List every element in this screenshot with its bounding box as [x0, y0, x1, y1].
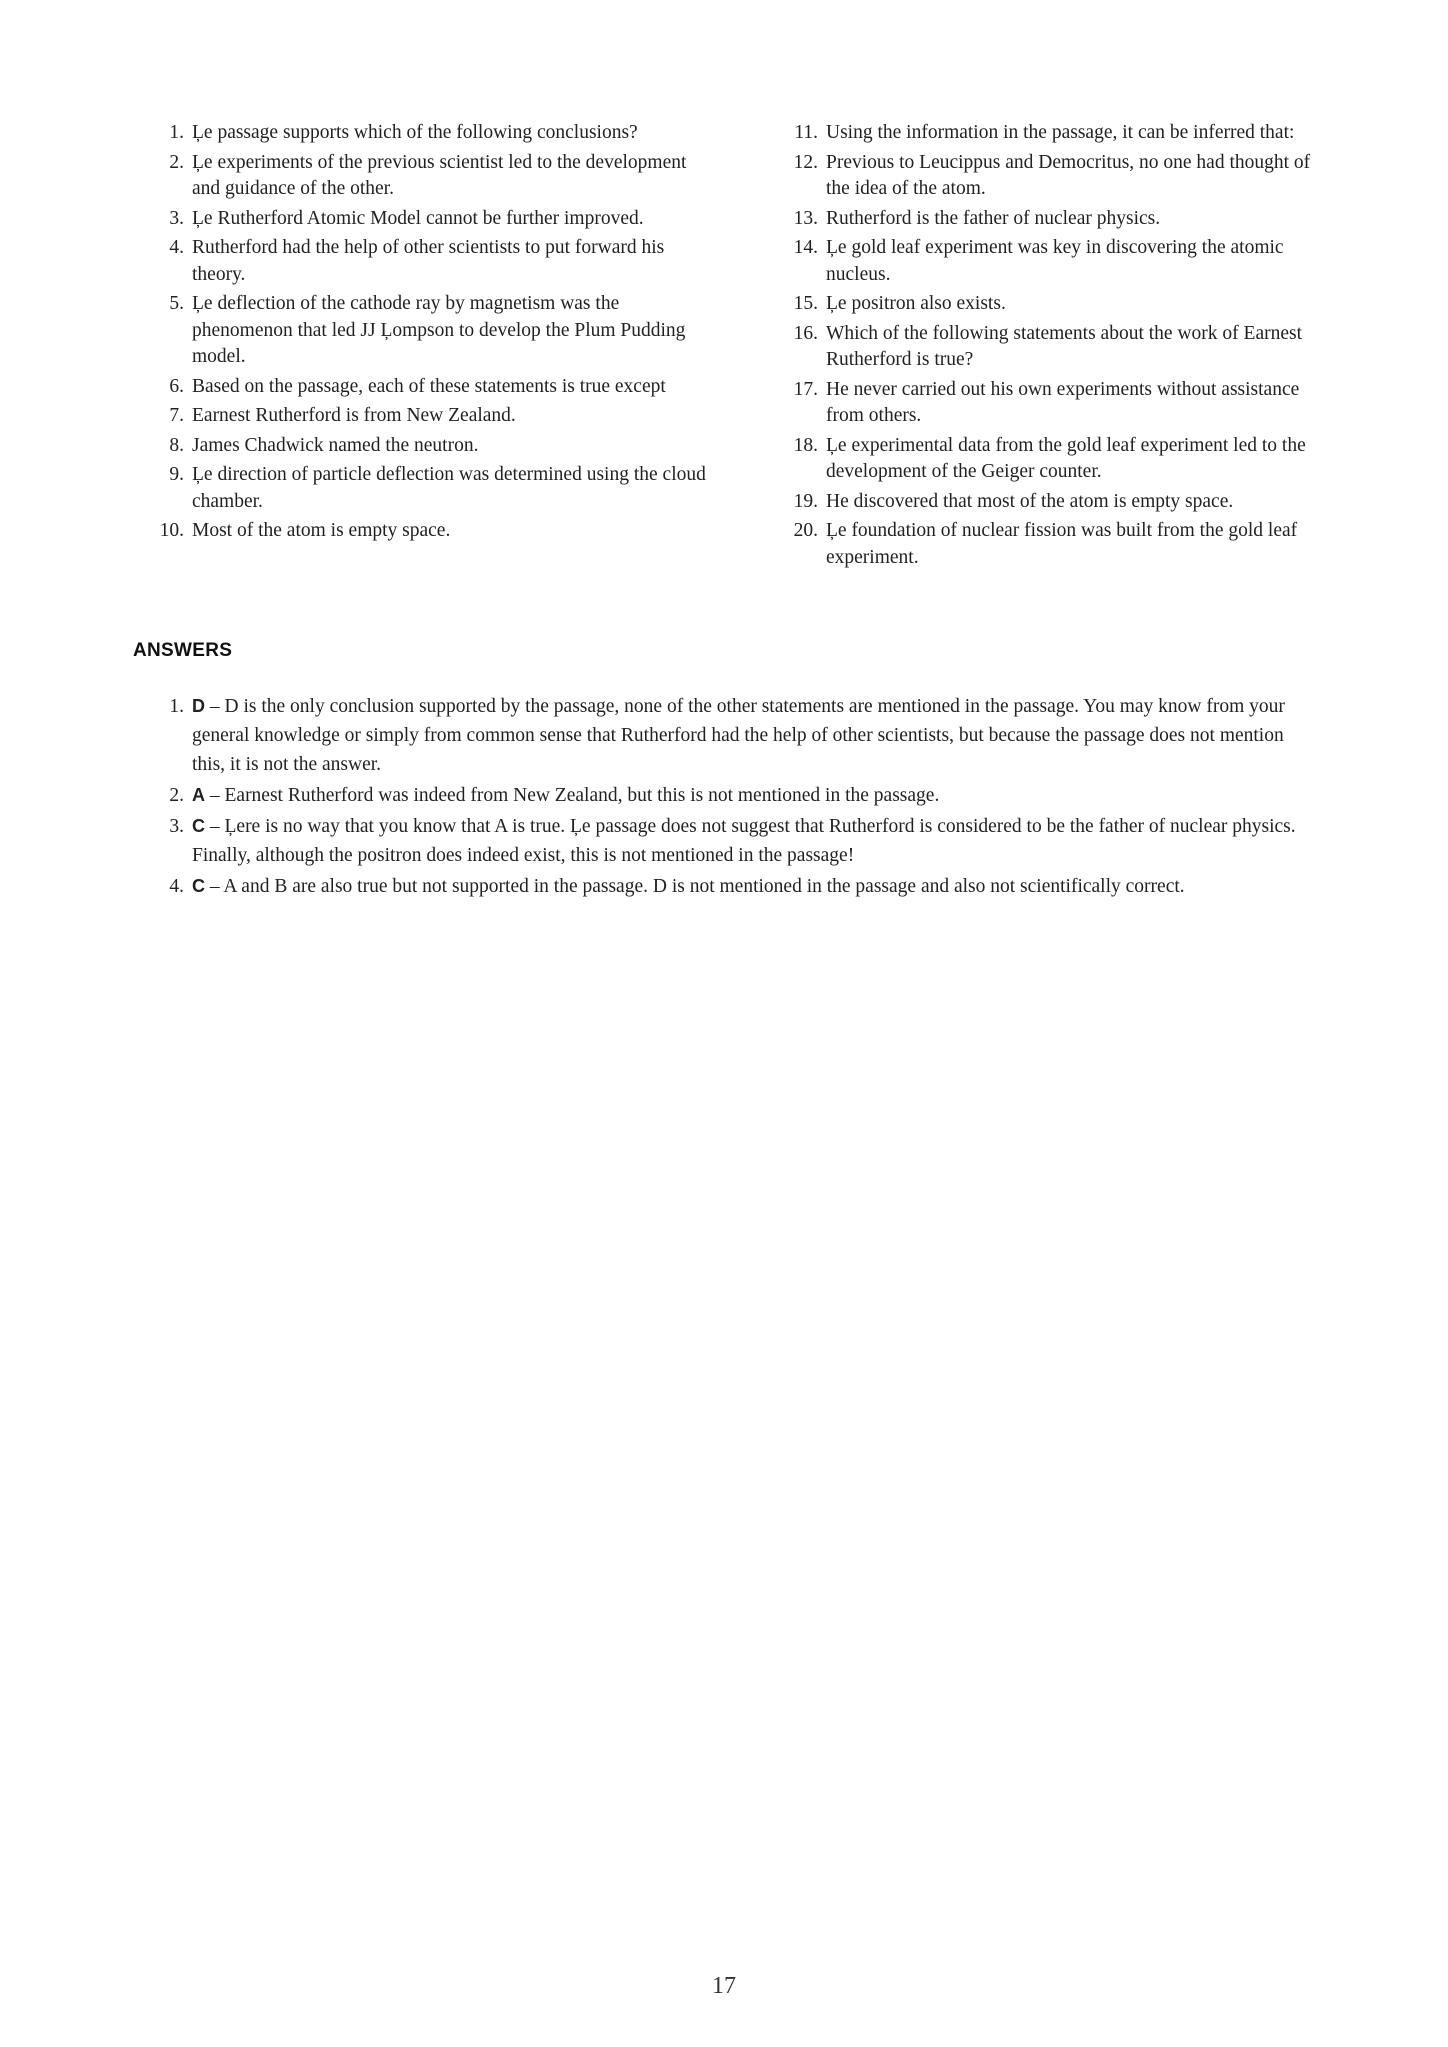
answer-number: 1.	[169, 696, 184, 717]
item-number: 13.	[793, 207, 818, 229]
list-item	[792, 291, 1332, 318]
item-text: Rutherford had the help of other scientists to put forward his theory.	[192, 237, 665, 285]
answer-letter: D	[192, 696, 205, 716]
answer-item	[158, 781, 1303, 810]
list-item	[158, 403, 718, 430]
item-number: 7.	[169, 405, 184, 426]
answer-number: 2.	[169, 785, 184, 806]
page-number: 17	[712, 1973, 736, 1999]
list-item	[792, 433, 1332, 486]
question-list-left	[158, 120, 718, 545]
item-number: 5.	[169, 293, 184, 314]
list-item	[792, 321, 1332, 374]
item-number: 10.	[159, 520, 184, 541]
item-text: Ļe passage supports which of the following conclusions?	[192, 122, 638, 143]
list-item	[158, 374, 718, 401]
item-number: 9.	[169, 464, 184, 485]
item-text: Ļe experiments of the previous scientist led to the development and guidance of the other.	[192, 151, 687, 199]
item-number: 2.	[169, 151, 184, 173]
answer-letter: C	[192, 816, 205, 836]
list-item	[158, 120, 718, 147]
item-number: 1.	[169, 122, 184, 143]
list-item	[792, 120, 1332, 147]
item-text: Based on the passage, each of these statements is true except	[192, 375, 666, 397]
list-item	[158, 433, 718, 460]
answer-explanation: – Ļere is no way that you know that A is true. Ļe passage does not suggest that Rutherford is considered to be the father of nuclear physics. Finally, although the positron does indeed exist, this is not mentioned in the passage!	[192, 816, 1296, 866]
list-item	[158, 291, 718, 371]
item-text: Using the information in the passage, it can be inferred that:	[826, 122, 1295, 143]
item-text: Most of the atom is empty space.	[192, 520, 451, 541]
question-list-right	[792, 120, 1332, 571]
answer-number: 4.	[169, 876, 184, 897]
item-number: 12.	[793, 151, 818, 173]
questions-left-column	[158, 120, 718, 548]
answers-heading: ANSWERS	[133, 640, 233, 661]
item-number: 14.	[793, 237, 818, 258]
item-text: Ļe experimental data from the gold leaf experiment led to the development of the Geiger counter.	[826, 434, 1306, 482]
list-item	[158, 518, 718, 545]
answer-number: 3.	[169, 816, 184, 837]
list-item	[158, 150, 718, 203]
item-number: 20.	[793, 520, 818, 541]
item-number: 8.	[169, 434, 184, 456]
item-text: Ļe deflection of the cathode ray by magnetism was the phenomenon that led JJ Ļompson to develop the Plum Pudding model.	[192, 293, 686, 367]
item-number: 15.	[793, 293, 818, 314]
item-text: Ļe gold leaf experiment was key in discovering the atomic nucleus.	[826, 237, 1284, 285]
questions-right-column	[792, 120, 1332, 574]
item-number: 17.	[793, 378, 818, 400]
list-item	[792, 518, 1332, 571]
item-text: Which of the following statements about the work of Earnest Rutherford is true?	[826, 322, 1302, 370]
list-item	[792, 206, 1332, 233]
answer-item	[158, 692, 1303, 779]
list-item	[792, 150, 1332, 203]
list-item	[792, 489, 1332, 516]
item-number: 4.	[169, 237, 184, 258]
item-number: 11.	[794, 122, 818, 143]
item-number: 18.	[793, 434, 818, 456]
answer-explanation: – D is the only conclusion supported by the passage, none of the other statements are mentioned in the passage. You may know from your general knowledge or simply from common sense that Rutherford had the help of other scientists, but because the passage does not mention this, it is not the answer.	[192, 696, 1285, 775]
item-number: 16.	[793, 322, 818, 344]
item-text: Ļe Rutherford Atomic Model cannot be further improved.	[192, 207, 644, 229]
item-number: 6.	[169, 375, 184, 397]
list-item	[792, 377, 1332, 430]
answer-letter: A	[192, 785, 205, 805]
answer-explanation: – Earnest Rutherford was indeed from New Zealand, but this is not mentioned in the passage.	[205, 785, 940, 806]
item-text: Ļe positron also exists.	[826, 293, 1006, 314]
list-item	[158, 235, 718, 288]
item-text: Earnest Rutherford is from New Zealand.	[192, 405, 516, 426]
item-number: 19.	[793, 490, 818, 512]
item-text: Rutherford is the father of nuclear physics.	[826, 207, 1161, 229]
list-item	[158, 462, 718, 515]
item-text: He never carried out his own experiments without assistance from others.	[826, 378, 1300, 426]
item-text: He discovered that most of the atom is empty space.	[826, 490, 1234, 512]
item-number: 3.	[169, 207, 184, 229]
answer-letter: C	[192, 876, 205, 896]
answer-item	[158, 812, 1303, 870]
list-item	[158, 206, 718, 233]
answer-explanation: – A and B are also true but not supported in the passage. D is not mentioned in the passage and also not scientifically correct.	[205, 876, 1185, 897]
item-text: Previous to Leucippus and Democritus, no one had thought of the idea of the atom.	[826, 151, 1311, 199]
item-text: Ļe foundation of nuclear fission was built from the gold leaf experiment.	[826, 520, 1298, 568]
answers-list	[158, 692, 1303, 903]
item-text: James Chadwick named the neutron.	[192, 434, 479, 456]
list-item	[792, 235, 1332, 288]
item-text: Ļe direction of particle deflection was determined using the cloud chamber.	[192, 464, 706, 512]
answer-item	[158, 872, 1303, 901]
